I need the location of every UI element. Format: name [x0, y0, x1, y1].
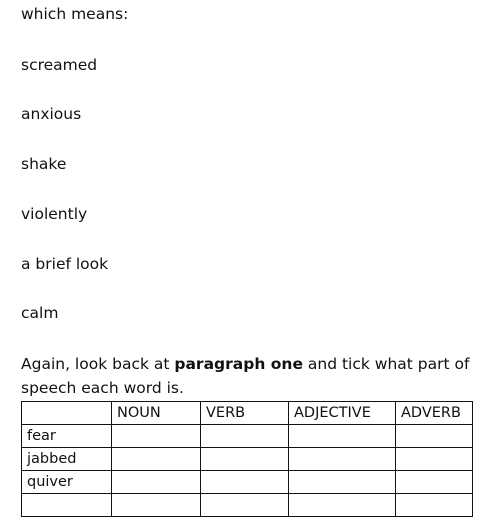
table-row: [22, 448, 473, 471]
meaning-word: violently: [21, 205, 88, 223]
table-row: [22, 471, 473, 494]
instruction-bold: paragraph one: [174, 355, 303, 373]
tick-cell[interactable]: [201, 471, 289, 494]
tick-cell[interactable]: [396, 471, 473, 494]
row-word-cell: jabbed: [22, 448, 112, 471]
meaning-word: screamed: [21, 56, 98, 74]
tick-cell[interactable]: [289, 448, 396, 471]
row-word-cell: quiver: [22, 471, 112, 494]
tick-cell[interactable]: [289, 471, 396, 494]
instruction-text: [21, 352, 491, 400]
table-header-row: [22, 402, 473, 425]
tick-cell[interactable]: [289, 494, 396, 517]
tick-cell[interactable]: [201, 494, 289, 517]
tick-cell[interactable]: [112, 494, 201, 517]
table-row: [22, 425, 473, 448]
instruction-after: and tick what part of speech each word is.: [21, 355, 470, 397]
tick-cell[interactable]: [112, 425, 201, 448]
meaning-word: shake: [21, 155, 67, 173]
tick-cell[interactable]: [396, 448, 473, 471]
table-row: [22, 494, 473, 517]
header-cell-adverb: ADVERB: [396, 402, 473, 425]
tick-cell[interactable]: [201, 448, 289, 471]
tick-cell[interactable]: [289, 425, 396, 448]
header-cell-blank: [22, 402, 112, 425]
instruction-before: Again, look back at: [21, 355, 175, 373]
clipped-previous-line: [0, 0, 500, 2]
tick-cell[interactable]: [396, 494, 473, 517]
tick-cell[interactable]: [201, 425, 289, 448]
row-word-cell: [22, 494, 112, 517]
tick-cell[interactable]: [112, 448, 201, 471]
header-cell-adjective: ADJECTIVE: [289, 402, 396, 425]
header-cell-noun: NOUN: [112, 402, 201, 425]
row-word-cell: fear: [22, 425, 112, 448]
intro-text: which means:: [21, 5, 129, 23]
header-cell-verb: VERB: [201, 402, 289, 425]
meaning-word: a brief look: [21, 255, 109, 273]
meaning-word: anxious: [21, 105, 82, 123]
tick-cell[interactable]: [112, 471, 201, 494]
tick-cell[interactable]: [396, 425, 473, 448]
meaning-word: calm: [21, 304, 59, 322]
